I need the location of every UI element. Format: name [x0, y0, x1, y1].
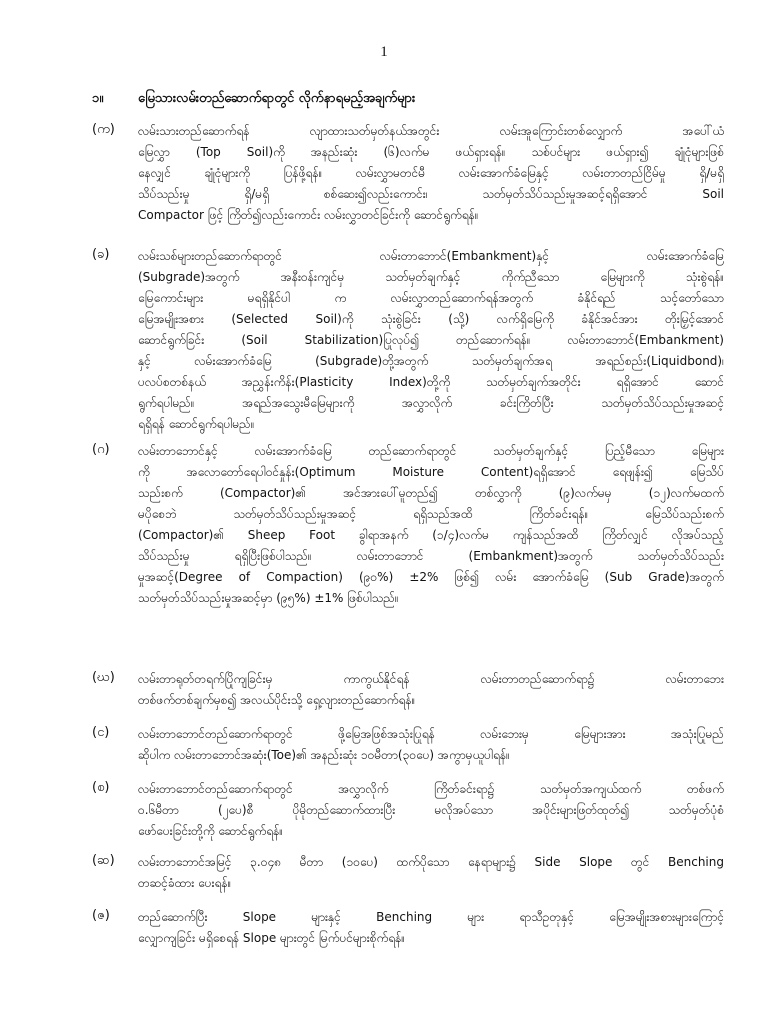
paragraph-line: တဆင့်ခံထား ပေးရန်။: [138, 876, 232, 890]
paragraph-line: မြေအမျိုးအစား (Selected Soil)ကို သုံးစွဲခြင်း (သို့) လက်ရှိမြေကို ခံနိုင်အင်အား တိုးမြှင့်အောင်: [138, 312, 724, 326]
paragraph-line: (Subgrade)အတွက် အနီးဝန်းကျင်မှ သတ်မှတ်ချက်နှင့် ကိုက်ညီသော မြေများကို သုံးစွဲရန်။: [138, 270, 724, 284]
paragraph-line: လမ်းတာဘောင်အမြင့် ၃.၀၄၈ မီတာ (၁၀ပေ) ထက်ပိုသော နေရာများ၌ Side Slope တွင် Benching: [138, 855, 724, 869]
paragraph-label: (ဃ): [92, 670, 115, 685]
paragraph-line: မှုအဆင့်(Degree of Compaction) (၉၀%) ±2% ဖြစ်၍ လမ်း အောက်ခံမြေ (Sub Grade)အတွက်: [138, 570, 724, 584]
paragraph-line: သိပ်သည်းမှု ရရှိပြီးဖြစ်ပါသည်။ လမ်းတာဘောင် (Embankment)အတွက် သတ်မှတ်သိပ်သည်း: [138, 549, 724, 563]
paragraph-label: (စ): [92, 780, 110, 795]
paragraph-line: တည်ဆောက်ပြီး Slope များနှင့် Benching များ ရာသီဥတုနှင့် မြေအမျိုးအစားများကြောင့်: [138, 910, 724, 924]
paragraph-line: ဆောင်ရွက်ခြင်း (Soil Stabilization)ပြုလုပ်၍ တည်ဆောက်ရန်။ လမ်းတာဘောင်(Embankment): [138, 333, 724, 347]
paragraph-label: (ဆ): [92, 853, 115, 868]
paragraph-label: (ဂ): [92, 442, 110, 457]
paragraph-line: ၀.၆မီတာ (၂ပေ)စီ ပိုမိုတည်ဆောက်ထားပြီး မလိုအပ်သော အပိုင်းများဖြတ်ထုတ်၍ သတ်မှတ်ပုံစံ: [138, 803, 724, 817]
paragraph-line: ပလပ်စတစ်နယ် အညွှန်းကိန်း(Plasticity Index)တို့ကို သတ်မှတ်ချက်အတိုင်း ရရှိအောင် ဆောင်: [138, 375, 724, 389]
paragraph-line: လမ်းတာဘောင်နှင့် လမ်းအောက်ခံမြေ တည်ဆောက်ရာတွင် သတ်မှတ်ချက်နှင့် ပြည့်မီသော မြေများ: [138, 444, 724, 458]
paragraph-line: ရွက်ရပါမည်။ အရည်အသွေးမီမြေများကို အလွှာလိုက် ခင်းကြိတ်ပြီး သတ်မှတ်သိပ်သည်းမှုအဆင့်: [138, 396, 724, 410]
paragraph-line: မြေကောင်းများ မရရှိနိုင်ပါ က လမ်းလွှာတည်ဆောက်ရန်အတွက် ခံနိုင်ရည် သင့်တော်သော: [138, 291, 724, 305]
paragraph-line: (Compactor)၏ Sheep Foot ခွါရာအနက် (၁/၄)လက်မ ကျန်သည်အထိ ကြိတ်လျှင် လိုအပ်သည့်: [138, 528, 724, 542]
paragraph-line: သတ်မှတ်သိပ်သည်းမှုအဆင့်မှာ (၉၅%) ±1% ဖြစ်ပါသည်။: [138, 591, 399, 605]
page-number: 1: [380, 44, 388, 60]
paragraph-line: တစ်ဖက်တစ်ချက်မှစ၍ အလယ်ပိုင်းသို့ ရှေ့လျားတည်ဆောက်ရန်။: [138, 693, 416, 707]
section-number: ၁။: [92, 91, 104, 106]
paragraph-line: လမ်းသားတည်ဆောက်ရန် လျာထားသတ်မှတ်နယ်အတွင်း လမ်းအူကြောင်းတစ်လျှောက် အပေါ်ယံ: [138, 124, 724, 138]
paragraph-line: လမ်းတာဘောင်တည်ဆောက်ရာတွင် ဖို့မြေအဖြစ်အသုံးပြုရန် လမ်းဘေးမှ မြေများအား အသုံးပြုမည်: [138, 727, 724, 741]
paragraph-label: (င): [92, 725, 110, 740]
paragraph-line: လမ်းတာဘောင်တည်ဆောက်ရာတွင် အလွှာလိုက် ကြိတ်ခင်းရာ၌ သတ်မှတ်အကျယ်ထက် တစ်ဖက်: [138, 782, 724, 796]
paragraph-line: မြေလွှာ (Top Soil)ကို အနည်းဆုံး (၆)လက်မ ဖယ်ရှားရန်။ သစ်ပင်များ ဖယ်ရှား၍ ချုံငုံများဖြစ်: [138, 145, 724, 159]
paragraph-label: (က): [92, 122, 115, 137]
paragraph-line: Compactor ဖြင့် ကြိတ်၍လည်းကောင်း လမ်းလွှာတင်ခြင်းကို ဆောင်ရွက်ရန်။: [138, 208, 479, 222]
paragraph-line: နှင့် လမ်းအောက်ခံမြေ (Subgrade)တို့အတွက် သတ်မှတ်ချက်အရ အရည်စည်း(Liquidbond)၊: [138, 354, 724, 368]
paragraph-line: မပိုစေဘဲ သတ်မှတ်သိပ်သည်းမှုအဆင့် ရရှိသည်အထိ ကြိတ်ခင်းရန်။ မြေသိပ်သည်းစက်: [138, 507, 724, 521]
paragraph-label: (ဇ): [92, 908, 110, 923]
paragraph-line: လမ်းတာရုတ်တရက်ပြိုကျခြင်းမှ ကာကွယ်နိုင်ရန် လမ်းတာတည်ဆောက်ရာ၌ လမ်းတာဘေး: [138, 672, 724, 686]
paragraph-line: ဆိုပါက လမ်းတာဘောင်အဆုံး(Toe)၏ အနည်းဆုံး ၁၀မီတာ(၃၀ပေ) အကွာမှယူပါရန်။: [138, 748, 510, 762]
paragraph-line: နေလျှင် ချုံငုံများကို ပြန်ဖို့ရန်။ လမ်းလွှာမတင်မီ လမ်းအောက်ခံမြေနှင့် လမ်းတာတည်ငြိမ်မှု ရှိ/မရှိ: [138, 166, 724, 180]
section-title: မြေသားလမ်းတည်ဆောက်ရာတွင် လိုက်နာရမည့်အချက်များ: [138, 91, 416, 106]
paragraph-label: (ခ): [92, 247, 110, 262]
paragraph-line: လျှောကျခြင်း မရှိစေရန် Slope များတွင် မြက်ပင်များစိုက်ရန်။: [138, 931, 405, 945]
paragraph-line: သိပ်သည်းမှု ရှိ/မရှိ စစ်ဆေး၍လည်းကောင်း၊ သတ်မှတ်သိပ်သည်းမှုအဆင့်ရရှိအောင် Soil: [138, 187, 724, 201]
paragraph-line: ဖော်ပေးခြင်းတို့ကို ဆောင်ရွက်ရန်။: [138, 824, 284, 838]
paragraph-line: ရရှိရန် ဆောင်ရွက်ရပါမည်။: [138, 417, 255, 431]
paragraph-line: ကို အလောတော်ရေပါဝင်နှုန်း(Optimum Moisture Content)ရရှိအောင် ရေဖျန်း၍ မြေသိပ်: [138, 465, 724, 479]
paragraph-line: လမ်းသစ်များတည်ဆောက်ရာတွင် လမ်းတာဘောင်(Embankment)နှင့် လမ်းအောက်ခံမြေ: [138, 249, 724, 263]
paragraph-line: သည်းစက် (Compactor)၏ အင်အားပေါ်မူတည်၍ တစ်လွှာကို (၉)လက်မမှ (၁၂)လက်မထက်: [138, 486, 724, 500]
